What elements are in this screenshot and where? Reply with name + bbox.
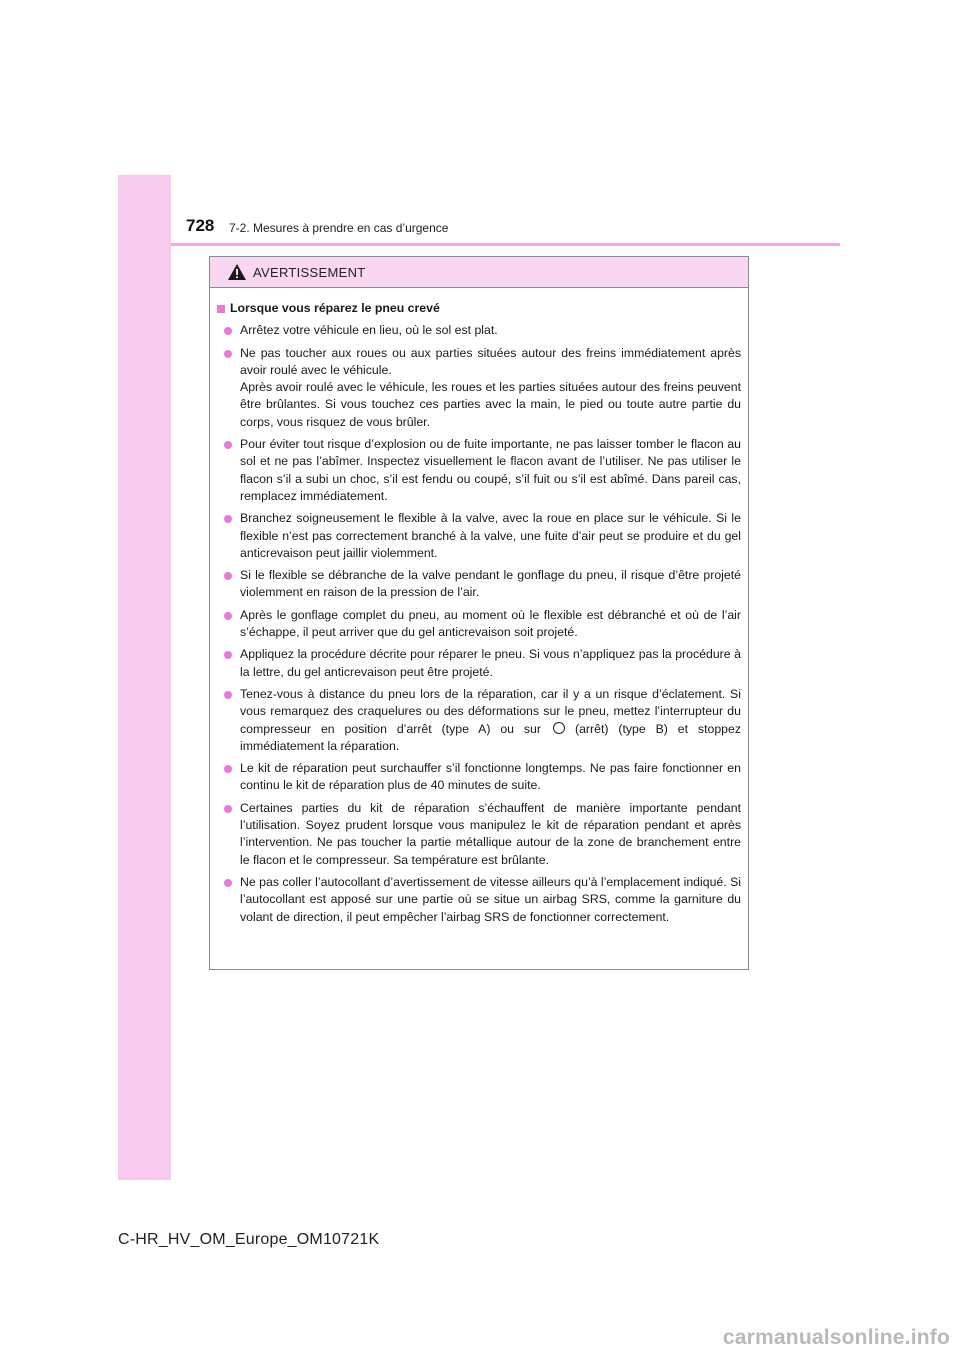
topic-square-icon xyxy=(217,305,225,313)
watermark: carmanualsonline.info xyxy=(722,1326,950,1349)
bullet-icon xyxy=(224,572,232,580)
list-item xyxy=(217,874,741,926)
item-text: Après le gonflage complet du pneu, au moment où le flexible est débranché et où de l’air s’échappe, il peut arriver que du gel anticrevaison soit projeté. xyxy=(240,607,741,640)
document-code: C-HR_HV_OM_Europe_OM10721K xyxy=(118,1231,380,1248)
item-text: Si le flexible se débranche de la valve pendant le gonflage du pneu, il risque d’être projeté violemment en raison de la pression de l’air. xyxy=(240,568,741,600)
bullet-icon xyxy=(224,879,232,887)
item-text: Après avoir roulé avec le véhicule, les roues et les parties situées autour des freins peuvent être brûlantes. Si vous touchez ces parties avec la main, le pied ou toute autre partie du corps, vous risquez de vous brûler. xyxy=(240,380,741,429)
bullet-icon xyxy=(224,651,232,659)
bullet-icon xyxy=(224,765,232,773)
bullet-icon xyxy=(224,805,232,813)
bullet-icon xyxy=(224,612,232,620)
list-item xyxy=(217,760,741,795)
list-item xyxy=(217,510,741,562)
bullet-icon xyxy=(224,327,232,335)
warning-header xyxy=(210,257,748,288)
warning-topic-label: Lorsque vous réparez le pneu crevé xyxy=(230,301,440,315)
warning-box xyxy=(209,256,749,970)
bullet-icon xyxy=(224,441,232,449)
warning-title: AVERTISSEMENT xyxy=(253,264,366,280)
power-off-circle-icon xyxy=(553,722,565,734)
list-item xyxy=(217,436,741,505)
list-item xyxy=(217,686,741,755)
list-item xyxy=(217,607,741,642)
bullet-icon xyxy=(224,691,232,699)
bullet-icon xyxy=(224,515,232,523)
item-text: Ne pas coller l’autocollant d’avertissement de vitesse ailleurs qu’à l’emplacement indiqué. Si l’autocollant est apposé sur une partie où se situe un airbag SRS, comme la garniture du volant de direction, il peut empêcher l’airbag SRS de fonctionner correctement. xyxy=(240,874,742,924)
list-item xyxy=(217,567,741,602)
item-text: Ne pas toucher aux roues ou aux parties situées autour des freins immédiatement après avoir roulé avec le véhicule. xyxy=(240,345,741,377)
warning-topic xyxy=(217,300,741,317)
section-title: 7-2. Mesures à prendre en cas d’urgence xyxy=(229,221,449,235)
item-text: Tenez-vous à distance du pneu lors de la réparation, car il y a un risque d’éclatement. Si vous remarquez des craquelures ou des déformations sur le pneu, mettez l’interrupteur du compresseur en position d’arrêt (type A) ou sur xyxy=(240,686,741,736)
warning-body xyxy=(210,288,748,926)
item-text: Appliquez la procédure décrite pour réparer le pneu. Si vous n’appliquez pas la procédure à la lettre, du gel anticrevaison peut être projeté. xyxy=(240,647,741,679)
item-text: Branchez soigneusement le flexible à la valve, avec la roue en place sur le véhicule. Si le flexible n’est pas correctement branché à la valve, une fuite d’air peut se produire et du gel anticrevaison peut jaillir violemment. xyxy=(240,511,741,560)
item-text: Pour éviter tout risque d’explosion ou de fuite importante, ne pas laisser tomber le flacon au sol et ne pas l’abîmer. Inspectez visuellement le flacon avant de l’utiliser. Ne pas utiliser le flacon s’il a subi un choc, s’il est fendu ou coupé, s’il fuit ou s’il est abîmé. Dans pareil cas, remplacez immédiatement. xyxy=(240,437,741,503)
bullet-icon xyxy=(224,350,232,358)
warning-triangle-icon xyxy=(227,263,247,281)
side-tab-band xyxy=(118,175,171,1180)
header-divider xyxy=(171,243,840,246)
page-number: 728 xyxy=(186,216,215,235)
item-text: Certaines parties du kit de réparation s’échauffent de manière importante pendant l’utilisation. Soyez prudent lorsque vous manipulez le kit de réparation pendant et après l’intervention. Ne pas toucher la partie métallique autour de la zone de branchement entre le flacon et le compresseur. Sa température est brûlante. xyxy=(240,800,741,867)
item-text: Arrêtez votre véhicule en lieu, où le sol est plat. xyxy=(240,323,498,338)
list-item xyxy=(217,345,741,431)
list-item xyxy=(217,800,741,869)
list-item xyxy=(217,646,741,681)
list-item xyxy=(217,322,741,339)
item-text: Le kit de réparation peut surchauffer s’il fonctionne longtemps. Ne pas faire fonctionner en continu le kit de réparation plus de 40 minutes de suite. xyxy=(240,761,741,793)
item-text-continued: (arrêt) (type B) et stoppez immédiatement la réparation. xyxy=(240,721,741,753)
